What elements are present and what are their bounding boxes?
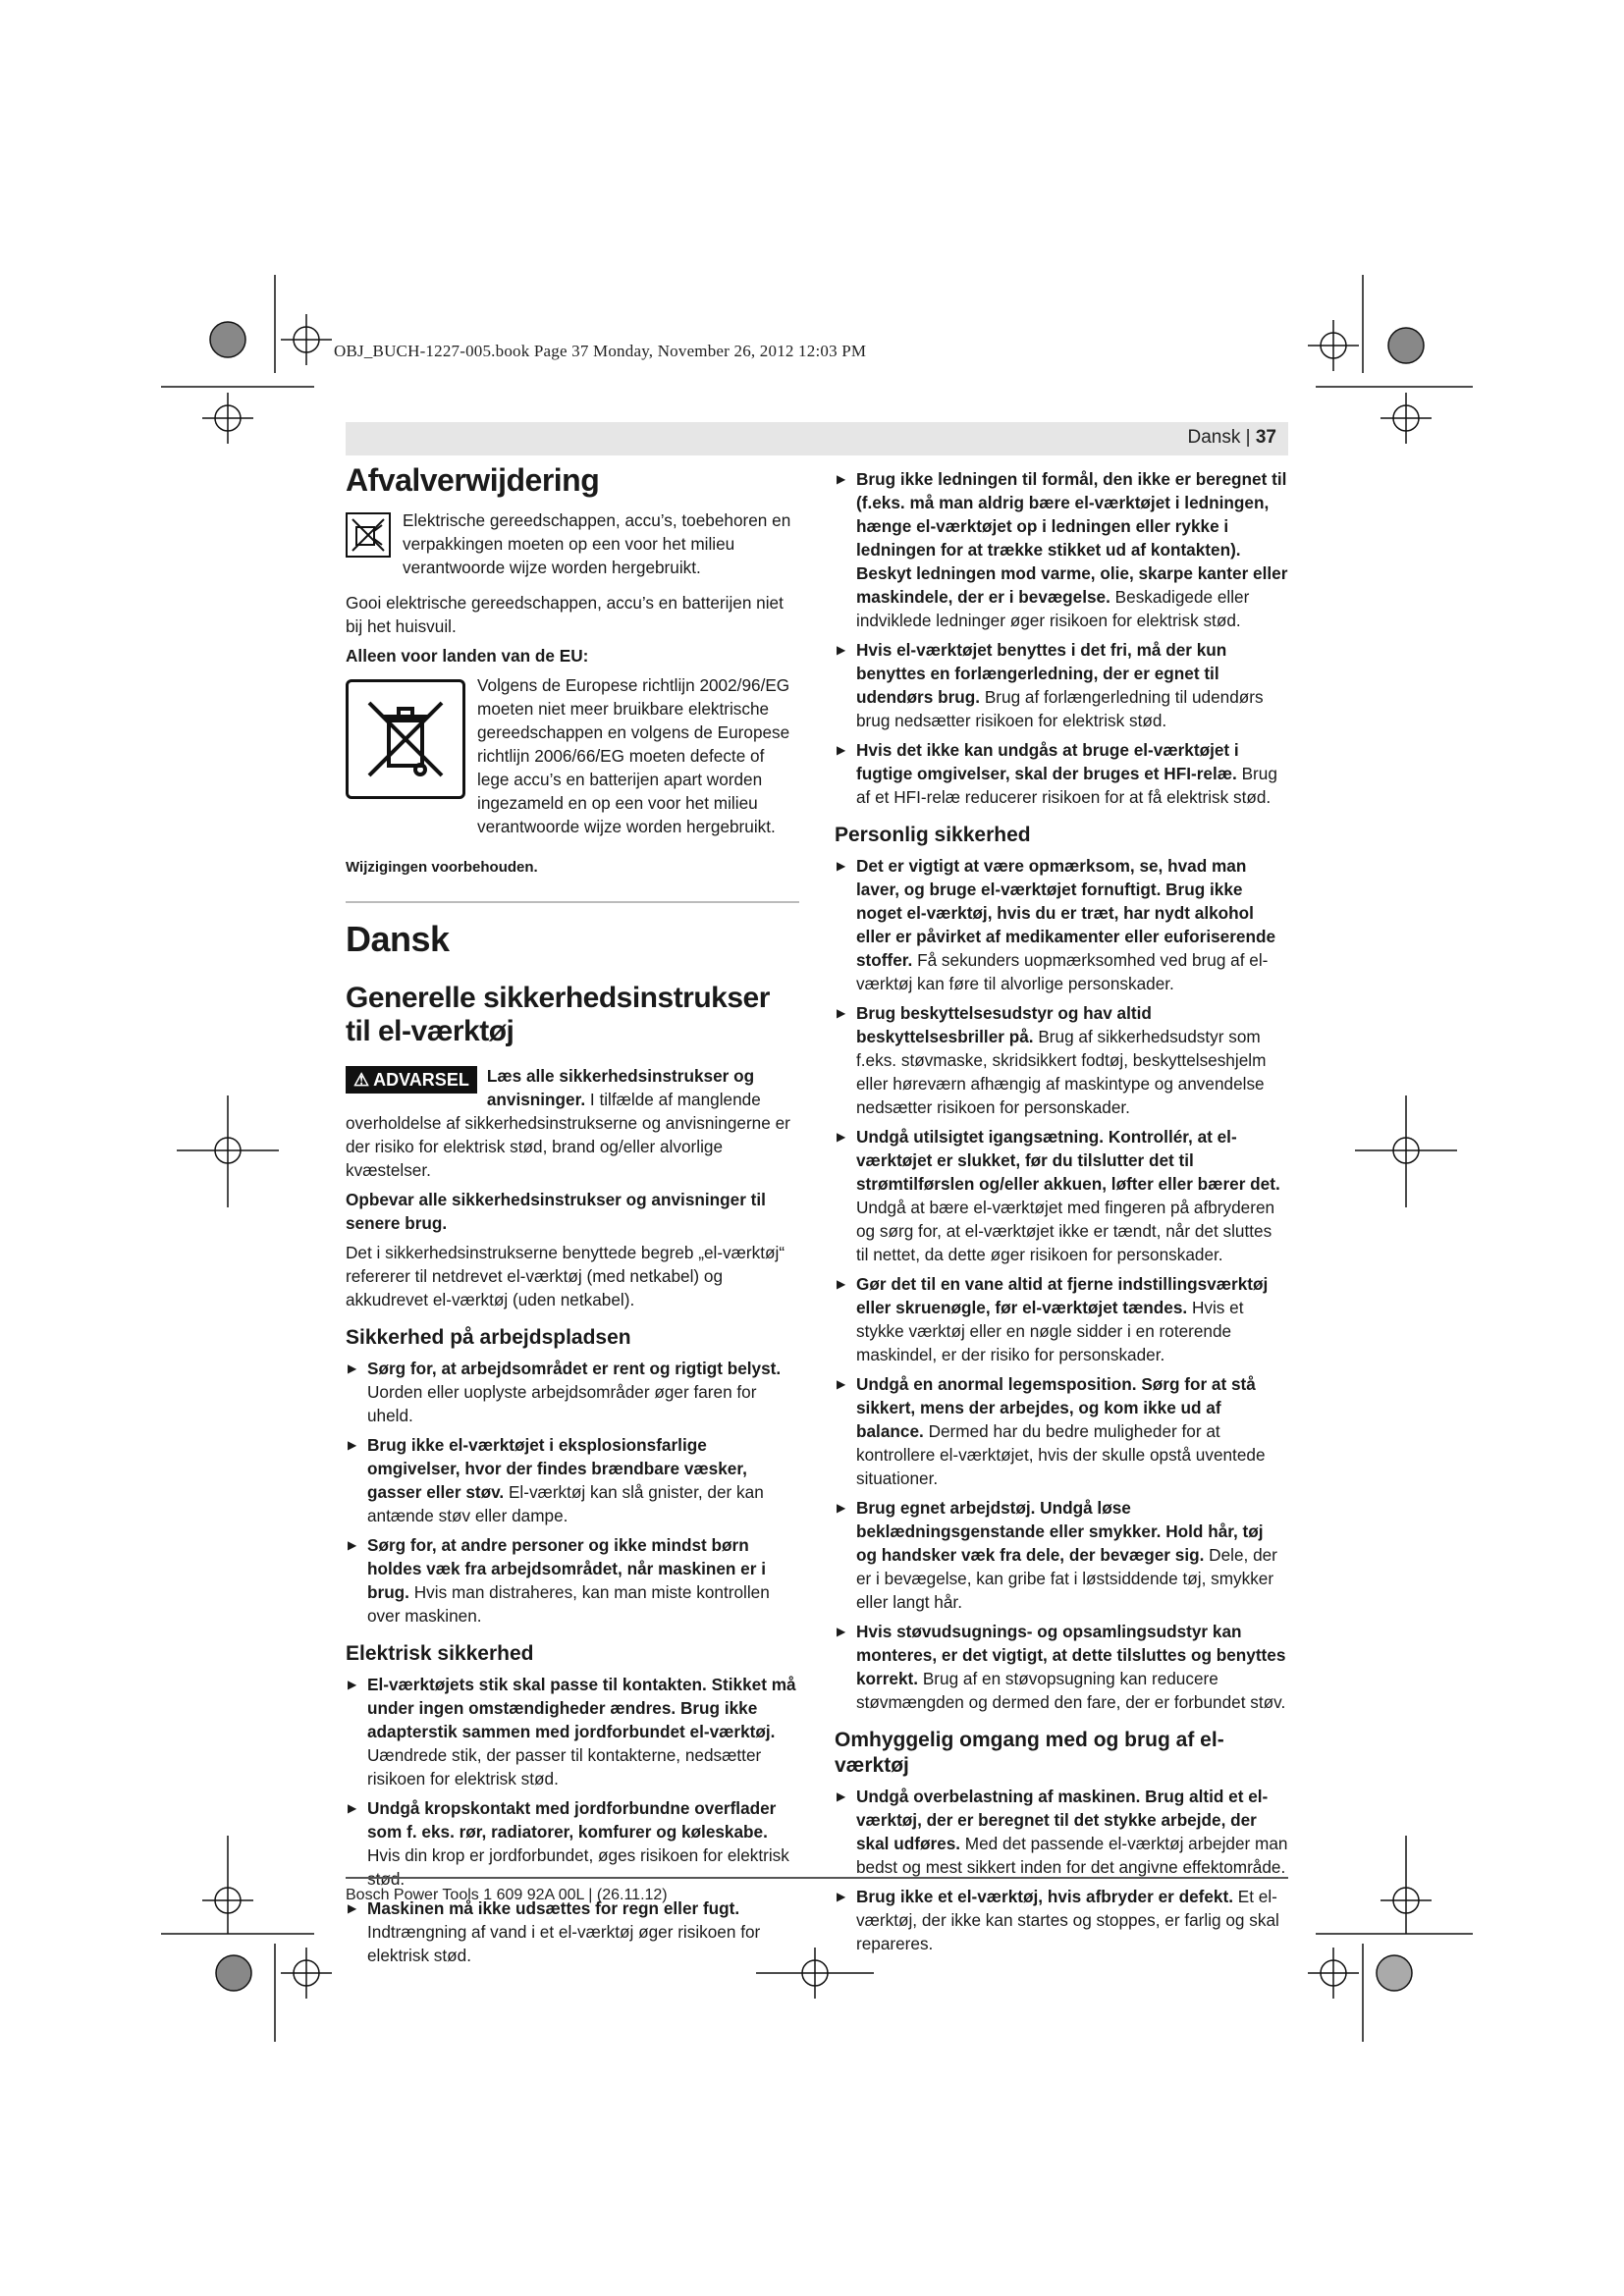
- item-text: Dele, der er i bevægelse, kan gribe fat i løstsiddende tøj, smykker eller langt hår.: [856, 1545, 1277, 1612]
- item-text: Hvis et stykke værktøj eller en nøgle sidder i en roterende maskindel, er der risiko for personskader.: [856, 1298, 1244, 1364]
- item-text: Indtrængning af vand i et el-værktøj øger risikoen for elektrisk stød.: [367, 1922, 761, 1965]
- item-text: Dermed har du bedre muligheder for at kontrollere el-værktøjet, hvis der skulle opstå uventede situationer.: [856, 1421, 1266, 1488]
- item-lead: Undgå overbelastning af maskinen. Brug altid et el-værktøj, der er beregnet til det stykke arbejde, der skal udføres.: [856, 1787, 1269, 1853]
- header-page-number: 37: [1255, 427, 1276, 448]
- item-text: Med det passende el-værktøj arbejder man bedst og mest sikkert inden for det angivne effektområde.: [856, 1834, 1288, 1877]
- heading-language: Dansk: [346, 919, 450, 959]
- item-lead: Sørg for, at arbejdsområdet er rent og rigtigt belyst.: [367, 1359, 782, 1378]
- item-text: Uændrede stik, der passer til kontakterne, nedsætter risikoen for elektrisk stød.: [367, 1745, 762, 1789]
- electric-list: [346, 1673, 799, 1967]
- list-item: [835, 1001, 1288, 1119]
- changes-note: Wijzigingen voorbehouden.: [346, 859, 538, 876]
- item-lead: Det er vigtigt at være opmærksom, se, hvad man laver, og bruge el-værktøjet fornuftigt. Brug ikke noget el-værktøj, hvis du er træt, har nydt alkohol eller er påvirket af medikamenter eller euforiserende stoffer.: [856, 856, 1276, 970]
- left-column: [346, 461, 799, 1973]
- item-lead: Hvis det ikke kan undgås at bruge el-værktøjet i fugtige omgivelser, skal der bruges et HFI-relæ.: [856, 740, 1239, 783]
- item-lead: Sørg for, at andre personer og ikke mindst børn holdes væk fra arbejdsområdet, når maskinen er i brug.: [367, 1535, 766, 1602]
- list-item: [835, 738, 1288, 809]
- list-item: [835, 1125, 1288, 1266]
- recycle-packaging-icon: [346, 512, 391, 558]
- heading-personal: Personlig sikkerhed: [835, 824, 1031, 846]
- list-item: [835, 638, 1288, 732]
- eu-block: [346, 673, 799, 844]
- item-lead: Undgå kropskontakt med jordforbundne overflader som f. eks. rør, radiatorer, komfurer og køleskabe.: [367, 1798, 777, 1842]
- item-text: Hvis din krop er jordforbundet, øges risikoen for elektrisk stød.: [367, 1845, 789, 1889]
- page-footer: Bosch Power Tools 1 609 92A 00L | (26.11.12): [346, 1877, 1288, 1904]
- item-text: Brug af et HFI-relæ reducerer risikoen for at få elektrisk stød.: [856, 764, 1277, 807]
- warning-icon: ⚠: [353, 1070, 370, 1090]
- eu-heading: Alleen voor landen van de EU:: [346, 646, 589, 666]
- item-lead: Brug ikke ledningen til formål, den ikke er beregnet til (f.eks. må man aldrig bære el-værktøjet i ledningen, hænge el-værktøjet op i ledningen eller rykke i ledningen for at trække stikket ud af kontakten). Beskyt ledningen mod varme, olie, skarpe kanter eller maskindele, der er i bevægelse.: [856, 469, 1288, 607]
- item-text: Brug af forlængerledning til udendørs brug nedsætter risikoen for elektrisk stød.: [856, 687, 1264, 730]
- item-lead: El-værktøjets stik skal passe til kontakten. Stikket må under ingen omstændigheder ændres. Brug ikke adapterstik sammen med jordforbundet el-værktøj.: [367, 1675, 796, 1741]
- list-item: [835, 1620, 1288, 1714]
- warning-lead: Læs alle sikkerhedsinstrukser og anvisninger.: [486, 1066, 755, 1109]
- disposal-block: [346, 508, 799, 585]
- item-lead: Hvis støvudsugnings- og opsamlingsudstyr kan monteres, er det vigtigt, at dette tilsluttes og benyttes korrekt.: [856, 1622, 1286, 1688]
- page-header: [346, 422, 1288, 455]
- item-text: Uorden eller uoplyste arbejdsområder øger faren for uheld.: [367, 1382, 757, 1425]
- electric-list-continued: [835, 467, 1288, 809]
- warning-label: ADVARSEL: [373, 1070, 469, 1090]
- item-text: Hvis man distraheres, kan man miste kontrollen over maskinen.: [367, 1582, 770, 1626]
- list-item: [346, 1533, 799, 1628]
- heading-electric: Elektrisk sikkerhed: [346, 1642, 534, 1665]
- item-lead: Maskinen må ikke udsættes for regn eller fugt.: [367, 1898, 740, 1918]
- heading-disposal: Afvalverwijdering: [346, 462, 600, 498]
- warning-paragraph: [346, 1064, 799, 1182]
- heading-workplace: Sikkerhed på arbejdspladsen: [346, 1326, 631, 1349]
- list-item: [835, 854, 1288, 995]
- warning-badge: [346, 1066, 477, 1094]
- item-lead: Hvis el-værktøjet benyttes i det fri, må der kun benyttes en forlængerledning, der er egnet til udendørs brug.: [856, 640, 1227, 707]
- header-language: Dansk: [1187, 427, 1241, 448]
- list-item: [835, 1372, 1288, 1490]
- item-lead: Brug egnet arbejdstøj. Undgå løse beklædningsgenstande eller smykker. Hold hår, tøj og handsker væk fra dele, der bevæger sig.: [856, 1498, 1264, 1565]
- item-lead: Gør det til en vane altid at fjerne indstillingsværktøj eller skruenøgle, før el-værktøjet tændes.: [856, 1274, 1269, 1317]
- warning-text: I tilfælde af manglende overholdelse af sikkerhedsinstrukserne og anvisningerne er der risiko for elektrisk stød, brand og/eller alvorlige kvæstelser.: [346, 1090, 790, 1180]
- item-lead: Brug ikke et el-værktøj, hvis afbryder er defekt.: [856, 1887, 1233, 1906]
- header-page-label: [1188, 427, 1277, 449]
- list-item: [835, 1496, 1288, 1614]
- crossed-bin-icon: [346, 679, 465, 799]
- item-text: Få sekunders uopmærksomhed ved brug af el-værktøj kan føre til alvorlige personskader.: [856, 950, 1269, 993]
- item-lead: Undgå en anormal legemsposition. Sørg for at stå sikkert, mens der arbejdes, og kom ikke ud af balance.: [856, 1374, 1256, 1441]
- section-divider: [346, 901, 799, 903]
- list-item: [346, 1896, 799, 1967]
- right-column: [835, 467, 1288, 1961]
- list-item: [835, 1785, 1288, 1879]
- item-lead: Brug ikke el-værktøjet i eksplosionsfarlige omgivelser, hvor der findes brændbare væsker, gasser eller støv.: [367, 1435, 747, 1502]
- disposal-text-1: Elektrische gereedschappen, accu’s, toebehoren en verpakkingen moeten op een voor het milieu verantwoorde wijze worden hergebruikt.: [403, 510, 791, 577]
- heading-careful-use: Omhyggelig omgang med og brug af el-værktøj: [835, 1729, 1224, 1777]
- careful-list: [835, 1785, 1288, 1955]
- list-item: [346, 1673, 799, 1790]
- item-lead: Undgå utilsigtet igangsætning. Kontrollér, at el-værktøjet er slukket, før du tilslutter det til strømtilførslen og/eller akkuen, løfter eller bærer det.: [856, 1127, 1280, 1194]
- list-item: [835, 1272, 1288, 1366]
- eu-text: Volgens de Europese richtlijn 2002/96/EG moeten niet meer bruikbare elektrische gereedschappen en volgens de Europese richtlijn 2006/66/EG moeten defecte of lege accu’s en batterijen apart worden ingezameld en op een voor het milieu verantwoorde wijze worden hergebruikt.: [477, 675, 790, 836]
- disposal-text-2: Gooi elektrische gereedschappen, accu’s en batterijen niet bij het huisvuil.: [346, 593, 784, 636]
- item-text: Brug af sikkerhedsudstyr som f.eks. støvmaske, skridsikkert fodtøj, beskyttelseshjelm eller høreværn afhængig af maskintype og anvendelse nedsætter risikoen for personskader.: [856, 1027, 1267, 1117]
- workplace-list: [346, 1357, 799, 1628]
- item-text: Brug af en støvopsugning kan reducere støvmængden og dermed den fare, der er forbundet støv.: [856, 1669, 1286, 1712]
- list-item: [835, 467, 1288, 632]
- list-item: [346, 1433, 799, 1527]
- term-definition: Det i sikkerhedsinstrukserne benyttede begreb „el-værktøj“ refererer til netdrevet el-værktøj (med netkabel) og akkudrevet el-værktøj (uden netkabel).: [346, 1243, 785, 1309]
- item-lead: Brug beskyttelsesudstyr og hav altid beskyttelsesbriller på.: [856, 1003, 1152, 1046]
- item-text: Undgå at bære el-værktøjet med fingeren på afbryderen og sørg for, at el-værktøjet ikke er tændt, når det sluttes til nettet, da dette øger risikoen for personskader.: [856, 1198, 1275, 1264]
- list-item: [346, 1357, 799, 1427]
- print-slug: OBJ_BUCH-1227-005.book Page 37 Monday, November 26, 2012 12:03 PM: [334, 342, 867, 360]
- personal-list: [835, 854, 1288, 1714]
- item-text: El-værktøj kan slå gnister, der kan antænde støv eller dampe.: [367, 1482, 764, 1525]
- item-text: Beskadigede eller indviklede ledninger øger risikoen for elektrisk stød.: [856, 587, 1250, 630]
- keep-instructions: Opbevar alle sikkerhedsinstrukser og anvisninger til senere brug.: [346, 1190, 766, 1233]
- header-separator: |: [1240, 427, 1256, 448]
- heading-general-safety: Generelle sikkerhedsinstrukser til el-værktøj: [346, 982, 770, 1047]
- item-text: Et el-værktøj, der ikke kan startes og stoppes, er farlig og skal repareres.: [856, 1887, 1279, 1953]
